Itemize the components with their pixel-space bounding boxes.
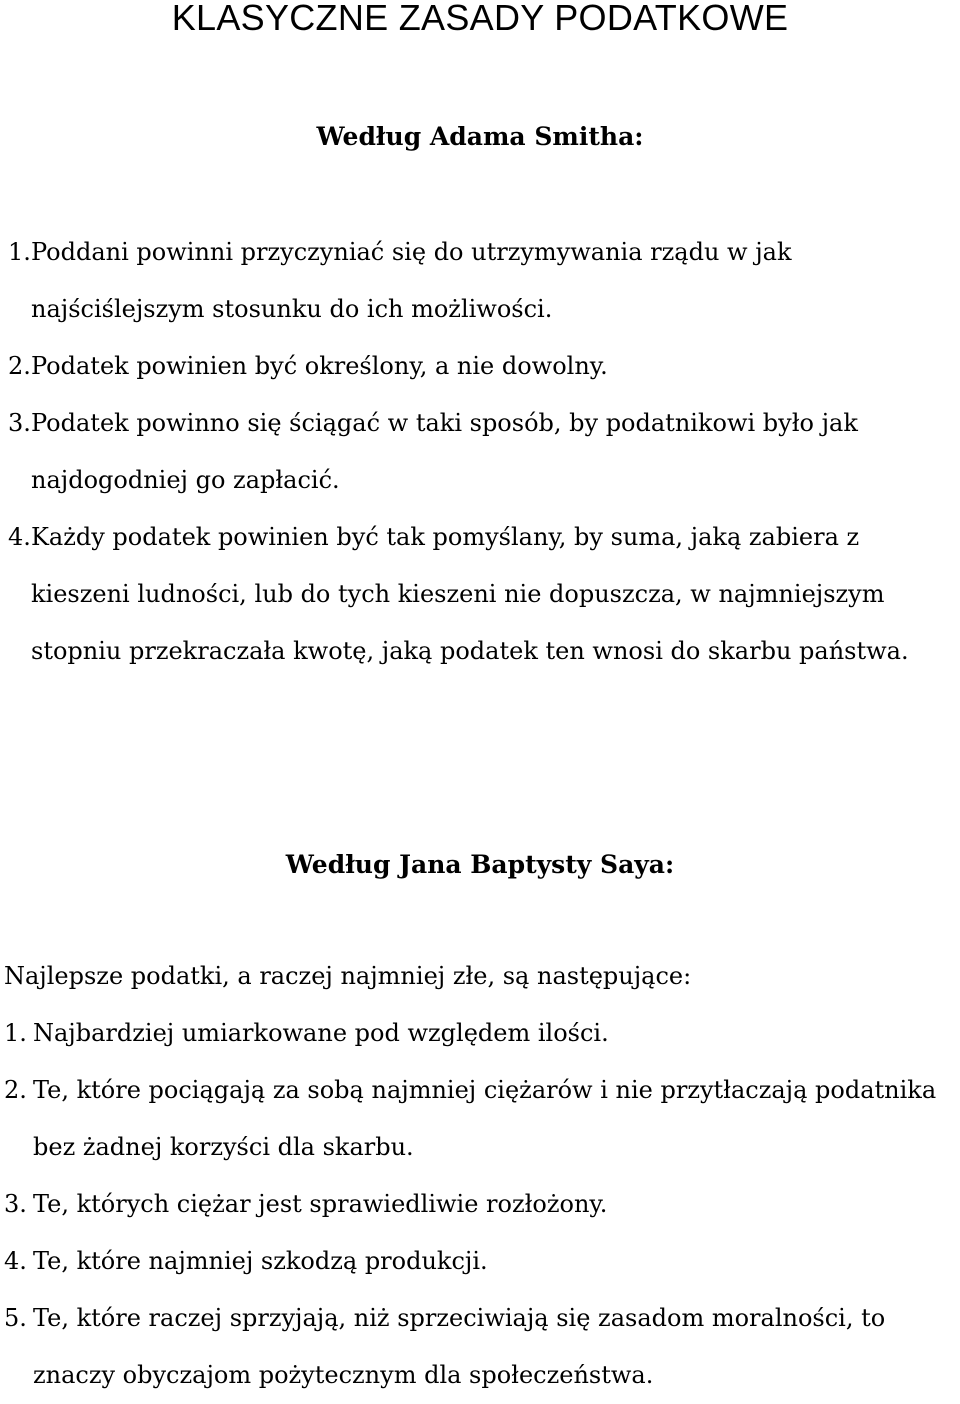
item-number: 3. bbox=[4, 1190, 27, 1218]
item-text: Te, które raczej sprzyjają, niż sprzeciwiają się zasadom moralności, to znaczy obyczajom pożytecznym dla społeczeństwa. bbox=[33, 1304, 886, 1389]
list-item bbox=[4, 1290, 958, 1404]
item-number: 5. bbox=[4, 1304, 27, 1332]
item-number: 1. bbox=[4, 1019, 27, 1047]
item-number: 4. bbox=[8, 523, 31, 551]
item-number: 1. bbox=[8, 238, 31, 266]
item-text: Najbardziej umiarkowane pod względem ilości. bbox=[33, 1019, 609, 1047]
list-item bbox=[8, 224, 953, 338]
list-item bbox=[8, 395, 953, 509]
item-text: Te, które najmniej szkodzą produkcji. bbox=[33, 1247, 488, 1275]
list-item bbox=[4, 1062, 958, 1176]
item-number: 2. bbox=[8, 352, 31, 380]
item-text: Każdy podatek powinien być tak pomyślany, by suma, jaką zabiera z kieszeni ludności, lub do tych kieszeni nie dopuszcza, w najmniejszym stopniu przekraczała kwotę, jaką podatek ten wnosi do skarbu państwa. bbox=[31, 523, 909, 665]
page-title: KLASYCZNE ZASADY PODATKOWE bbox=[171, 0, 789, 38]
item-text: Poddani powinni przyczyniać się do utrzymywania rządu w jak najściślejszym stosunku do ich możliwości. bbox=[31, 238, 792, 323]
smith-principles-list bbox=[8, 224, 953, 680]
item-number: 2. bbox=[4, 1076, 27, 1104]
item-text: Te, których ciężar jest sprawiedliwie rozłożony. bbox=[33, 1190, 608, 1218]
item-text: Podatek powinno się ściągać w taki sposób, by podatnikowi było jak najdogodniej go zapłacić. bbox=[31, 409, 858, 494]
item-text: Podatek powinien być określony, a nie dowolny. bbox=[31, 352, 608, 380]
list-item bbox=[8, 509, 953, 680]
item-number: 4. bbox=[4, 1247, 27, 1275]
list-item bbox=[4, 1005, 958, 1062]
list-item bbox=[4, 1176, 958, 1233]
item-text: Te, które pociągają za sobą najmniej ciężarów i nie przytłaczają podatnika bez żadnej korzyści dla skarbu. bbox=[33, 1076, 937, 1161]
item-number: 3. bbox=[8, 409, 31, 437]
list-item bbox=[8, 338, 953, 395]
section-heading-say: Według Jana Baptysty Saya: bbox=[285, 850, 675, 879]
say-principles-list bbox=[4, 948, 958, 1404]
say-intro-text: Najlepsze podatki, a raczej najmniej złe, są następujące: bbox=[4, 962, 692, 990]
list-item bbox=[4, 1233, 958, 1290]
section-heading-smith: Według Adama Smitha: bbox=[316, 122, 644, 151]
